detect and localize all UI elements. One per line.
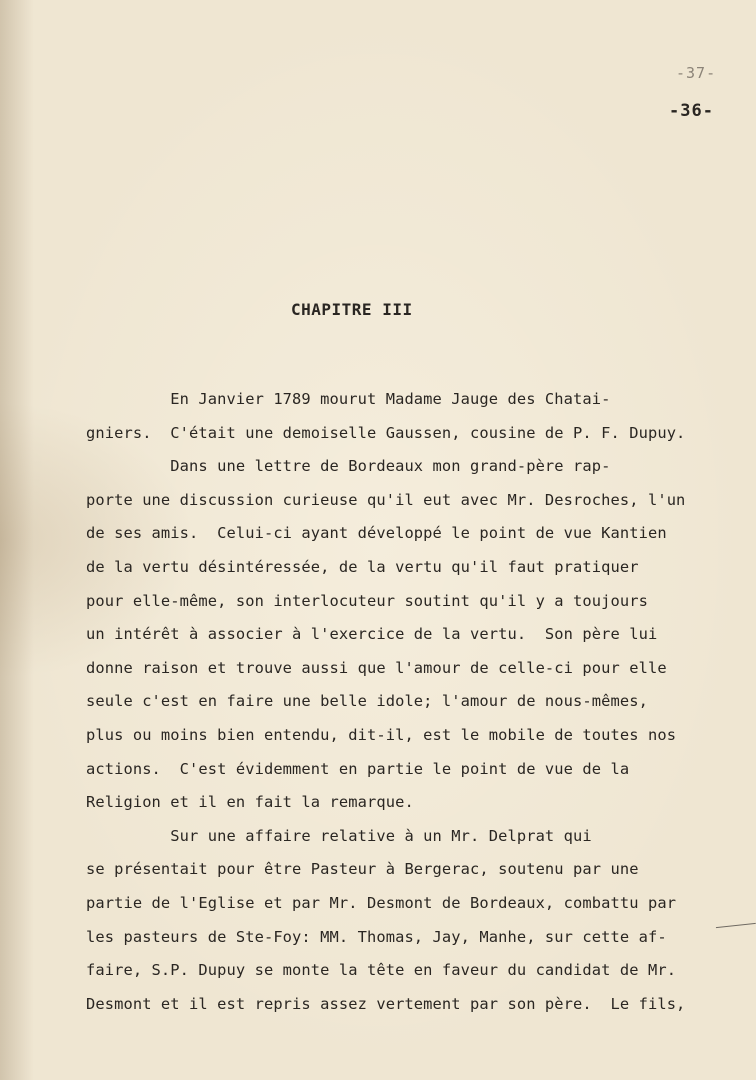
text-line: un intérêt à associer à l'exercice de la vertu. Son père lui bbox=[86, 625, 658, 644]
text-line: gniers. C'était une demoiselle Gaussen, cousine de P. F. Dupuy. bbox=[86, 423, 686, 442]
faded-page-number: -37- bbox=[676, 64, 717, 82]
text-line: plus ou moins bien entendu, dit-il, est le mobile de toutes nos bbox=[86, 725, 677, 744]
text-line: de la vertu désintéressée, de la vertu qu'il faut pratiquer bbox=[86, 557, 639, 576]
binding-shadow bbox=[0, 0, 34, 1080]
text-line: Sur une affaire relative à un Mr. Delprat qui bbox=[86, 826, 592, 845]
body-text bbox=[86, 383, 726, 1021]
text-line: Religion et il en fait la remarque. bbox=[86, 793, 414, 812]
page-number: -36- bbox=[669, 101, 714, 121]
text-line: de ses amis. Celui-ci ayant développé le point de vue Kantien bbox=[86, 524, 667, 543]
text-line: pour elle-même, son interlocuteur soutint qu'il y a toujours bbox=[86, 591, 648, 610]
text-line: faire, S.P. Dupuy se monte la tête en faveur du candidat de Mr. bbox=[86, 961, 677, 980]
text-line: En Janvier 1789 mourut Madame Jauge des Chatai- bbox=[86, 390, 611, 408]
text-line: Desmont et il est repris assez vertement par son père. Le fils, bbox=[86, 994, 686, 1013]
text-line: Dans une lettre de Bordeaux mon grand-père rap- bbox=[86, 457, 611, 476]
text-line: actions. C'est évidemment en partie le point de vue de la bbox=[86, 759, 630, 778]
text-line: porte une discussion curieuse qu'il eut avec Mr. Desroches, l'un bbox=[86, 490, 686, 509]
chapter-title: CHAPITRE III bbox=[291, 300, 413, 319]
text-line: partie de l'Eglise et par Mr. Desmont de Bordeaux, combattu par bbox=[86, 893, 677, 912]
text-line: seule c'est en faire une belle idole; l'amour de nous-mêmes, bbox=[86, 692, 648, 711]
text-line: donne raison et trouve aussi que l'amour de celle-ci pour elle bbox=[86, 658, 667, 677]
text-line: les pasteurs de Ste-Foy: MM. Thomas, Jay, Manhe, sur cette af- bbox=[86, 927, 667, 946]
text-line: se présentait pour être Pasteur à Bergerac, soutenu par une bbox=[86, 860, 639, 879]
